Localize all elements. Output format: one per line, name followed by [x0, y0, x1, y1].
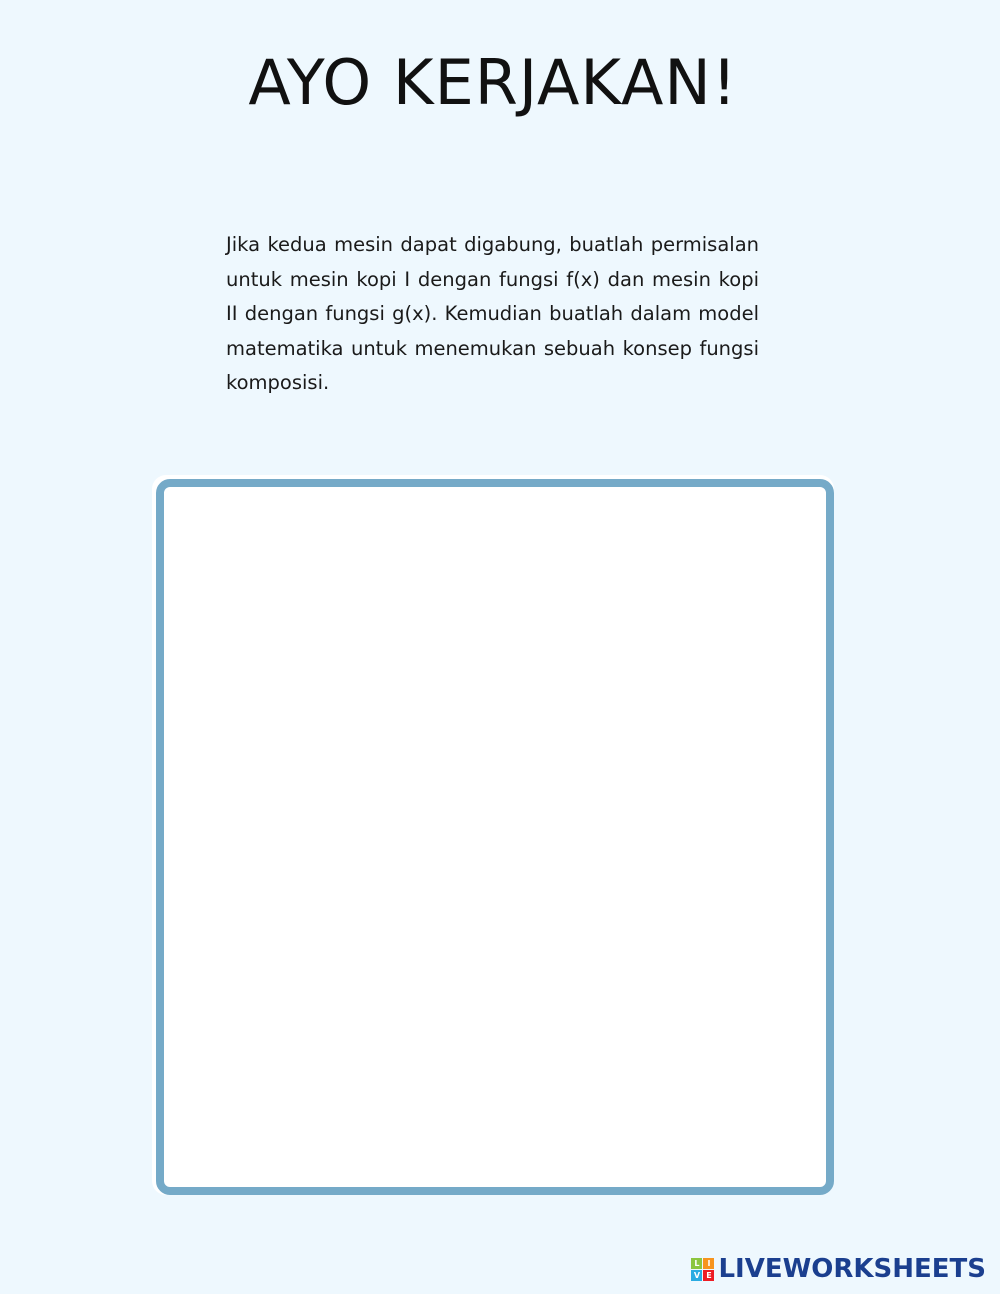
- answer-box[interactable]: [156, 479, 834, 1195]
- logo-letter: V: [691, 1270, 702, 1281]
- logo-letter: E: [703, 1270, 714, 1281]
- instructions-text: Jika kedua mesin dapat digabung, buatlah permisalan untuk mesin kopi I dengan fungsi f(x) dan mesin kopi II dengan fungsi g(x). Kemudian buatlah dalam model matematika untuk menemukan sebuah konsep fungsi komposisi.: [226, 233, 759, 394]
- liveworksheets-logo: [691, 1254, 986, 1284]
- logo-text: LIVEWORKSHEETS: [718, 1254, 986, 1284]
- liveworksheets-logo-icon: [691, 1258, 714, 1281]
- page-title: AYO KERJAKAN!: [248, 46, 738, 119]
- logo-letter: I: [703, 1258, 714, 1269]
- logo-letter: L: [691, 1258, 702, 1269]
